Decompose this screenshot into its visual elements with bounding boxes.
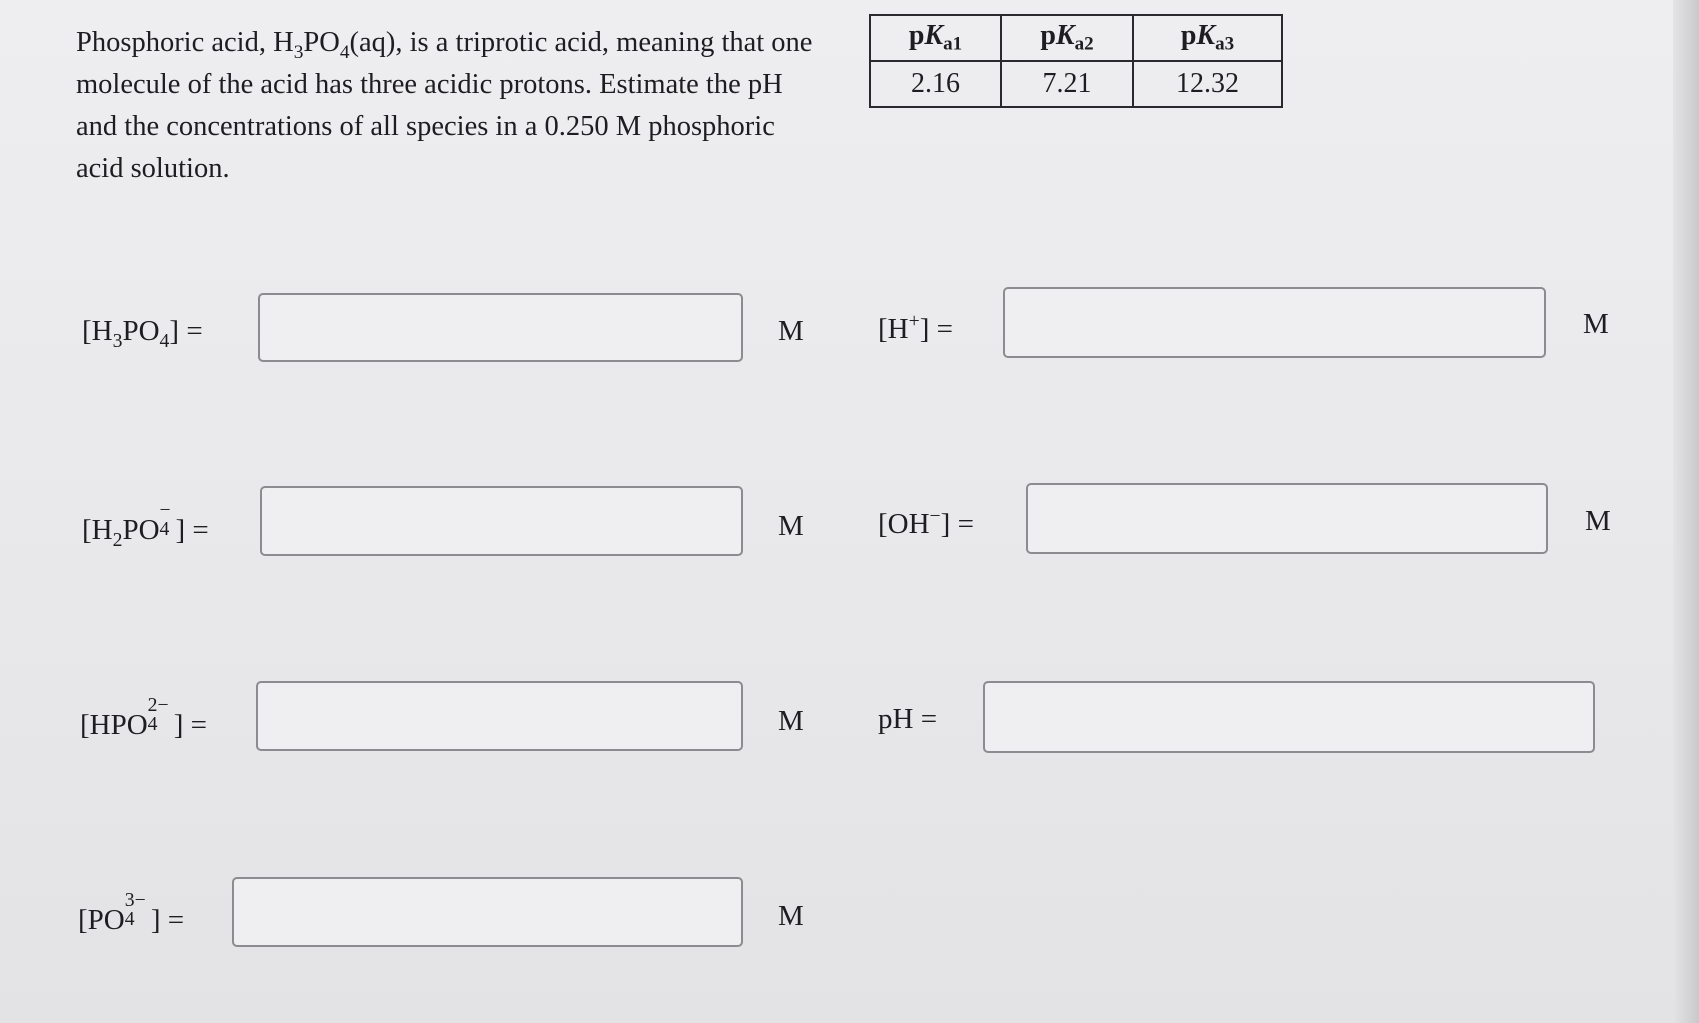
oh-minus-input[interactable] <box>1026 483 1548 554</box>
po4-unit: M <box>778 900 804 932</box>
h3po4-unit: M <box>778 315 804 347</box>
ph-input[interactable] <box>983 681 1595 753</box>
h2po4-input[interactable] <box>260 486 743 556</box>
hpo4-input[interactable] <box>256 681 743 751</box>
oh-minus-unit: M <box>1585 505 1611 537</box>
po4-input[interactable] <box>232 877 743 947</box>
h3po4-input[interactable] <box>258 293 743 362</box>
h-plus-unit: M <box>1583 308 1609 340</box>
pka3-value: 12.32 <box>1133 61 1282 107</box>
pka1-header: $pK_{a1}$ <box>870 15 1001 61</box>
ph-label: pH = <box>878 703 938 735</box>
hpo4-unit: M <box>778 705 804 737</box>
oh-minus-label: [OH−] = <box>878 505 974 540</box>
page-edge-shadow <box>1673 0 1699 1023</box>
hpo4-label: [HPO 2− 4 ] = <box>80 694 208 741</box>
h-plus-input[interactable] <box>1003 287 1546 358</box>
pka-value-row <box>870 61 1282 107</box>
question-text: Phosphoric acid, $H_3PO_4(aq)$, is a triprotic acid, meaning that one molecule of the acid has three acidic protons. Estimate the pH and the concentrations of all species in a 0.250 M phosphoric acid solution. <box>76 27 813 184</box>
pka1-value: 2.16 <box>870 61 1001 107</box>
po4-label: [PO 3− 4 ] = <box>78 889 185 936</box>
pka2-header: $pK_{a2}$ <box>1001 15 1133 61</box>
h-plus-label: [H+] = <box>878 310 953 345</box>
pka2-value: 7.21 <box>1001 61 1133 107</box>
pka-header-row <box>870 15 1282 61</box>
h2po4-label: [$H_2PO$ − 4 ] = <box>82 499 209 551</box>
pka-table <box>869 14 1283 108</box>
h2po4-unit: M <box>778 510 804 542</box>
pka3-header: $pK_{a3}$ <box>1133 15 1282 61</box>
h3po4-label: $[H_3PO_4]$ = <box>82 315 203 352</box>
